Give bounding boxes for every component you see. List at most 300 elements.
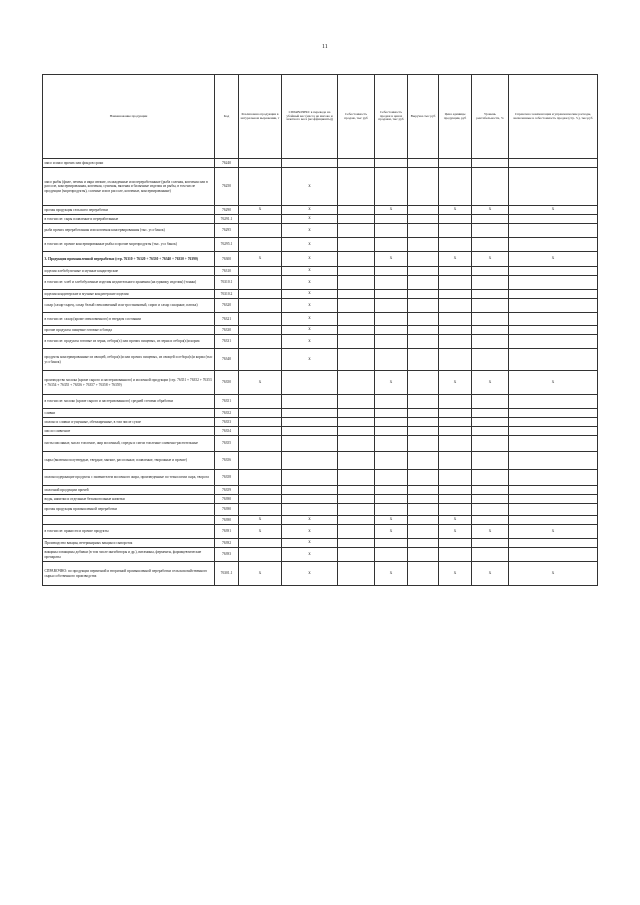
row-cell: x (239, 516, 282, 525)
row-cell: x (375, 252, 408, 267)
row-cell (375, 267, 408, 276)
row-cell (408, 299, 439, 313)
row-cell (472, 224, 509, 238)
row-cell (375, 299, 408, 313)
row-cell (472, 267, 509, 276)
row-cell (509, 418, 598, 427)
row-cell: x (439, 525, 472, 539)
row-cell (439, 495, 472, 504)
row-cell (239, 159, 282, 168)
form-table (42, 74, 598, 586)
row-name: в том числе: продукты готовые из зерна, отбора(х) или прочих пищевых, из зерна и отбора(х)и корма (43, 335, 215, 349)
row-cell (408, 470, 439, 486)
row-cell (239, 335, 282, 349)
row-cell (375, 495, 408, 504)
row-code: 76354 (215, 427, 239, 436)
row-cell: x (282, 335, 338, 349)
row-cell (472, 326, 509, 335)
row-cell (375, 427, 408, 436)
row-cell (239, 276, 282, 290)
row-cell: x (282, 326, 338, 335)
row-cell (239, 395, 282, 409)
row-cell (338, 427, 375, 436)
row-cell (439, 335, 472, 349)
row-cell (408, 495, 439, 504)
row-cell (439, 418, 472, 427)
page-number: 11 (322, 44, 328, 50)
row-cell (408, 335, 439, 349)
row-cell (375, 409, 408, 418)
table-row (43, 525, 598, 539)
row-cell (439, 215, 472, 224)
row-name: воды, напитки и отдельные безалкогольные напитки (43, 495, 215, 504)
row-cell (472, 238, 509, 252)
row-code: 76356 (215, 452, 239, 470)
row-cell (239, 504, 282, 516)
row-cell (472, 436, 509, 452)
row-code: 76393 (215, 548, 239, 562)
row-code: 76355 (215, 436, 239, 452)
row-cell: x (282, 276, 338, 290)
row-cell (439, 159, 472, 168)
row-cell (408, 215, 439, 224)
row-cell: x (509, 562, 598, 586)
table-row (43, 495, 598, 504)
row-code: 76391 (215, 525, 239, 539)
row-code: 76300 (215, 252, 239, 267)
row-cell (472, 349, 509, 371)
table-row (43, 371, 598, 395)
table-row (43, 562, 598, 586)
row-cell (375, 215, 408, 224)
row-cell: x (282, 290, 338, 299)
row-code: 76295 (215, 224, 239, 238)
row-cell (282, 486, 338, 495)
row-code: 76358 (215, 470, 239, 486)
row-cell (338, 516, 375, 525)
row-cell (472, 335, 509, 349)
row-cell (509, 539, 598, 548)
row-cell (509, 395, 598, 409)
row-code: 76331 (215, 335, 239, 349)
row-cell: x (282, 238, 338, 252)
table-row (43, 206, 598, 215)
row-cell: x (509, 525, 598, 539)
table-row (43, 436, 598, 452)
row-cell (282, 395, 338, 409)
row-cell (408, 418, 439, 427)
row-cell (509, 452, 598, 470)
row-cell: x (439, 252, 472, 267)
row-cell (439, 452, 472, 470)
header-revenue: Выручка тыс руб (408, 75, 439, 159)
row-cell (239, 495, 282, 504)
row-cell (509, 313, 598, 326)
table-body (43, 159, 598, 586)
row-cell (408, 238, 439, 252)
row-cell (239, 290, 282, 299)
row-name: сыры (включая полутвердые, твердые, мягкие, рассольные, плавленые, творожные и прочие) (43, 452, 215, 470)
row-cell (338, 224, 375, 238)
row-cell (472, 504, 509, 516)
row-cell (408, 313, 439, 326)
row-cell: x (472, 371, 509, 395)
row-cell (338, 313, 375, 326)
table-row (43, 267, 598, 276)
row-code: 76320 (215, 299, 239, 313)
row-cell: x (439, 206, 472, 215)
table-row (43, 335, 598, 349)
row-cell (408, 562, 439, 586)
table-row (43, 299, 598, 313)
row-cell (239, 349, 282, 371)
row-cell (375, 504, 408, 516)
header-row (43, 75, 598, 159)
table-row (43, 252, 598, 267)
row-code: 76392 (215, 539, 239, 548)
row-cell (509, 409, 598, 418)
row-cell: x (375, 562, 408, 586)
row-name: сливки (43, 409, 215, 418)
row-cell (408, 252, 439, 267)
row-cell (338, 495, 375, 504)
row-cell: x (472, 525, 509, 539)
row-cell (509, 436, 598, 452)
row-cell (408, 452, 439, 470)
row-code: 76290 (215, 206, 239, 215)
row-cell (338, 252, 375, 267)
table-row (43, 238, 598, 252)
row-cell (439, 313, 472, 326)
row-cell (338, 349, 375, 371)
row-cell (408, 168, 439, 206)
row-cell (472, 427, 509, 436)
row-cell (439, 326, 472, 335)
row-cell (439, 504, 472, 516)
row-name (43, 516, 215, 525)
row-cell (509, 215, 598, 224)
row-cell (439, 349, 472, 371)
row-cell: x (439, 371, 472, 395)
table-row (43, 418, 598, 427)
row-cell (375, 313, 408, 326)
row-cell: x (282, 349, 338, 371)
row-cell (338, 206, 375, 215)
row-cell (408, 224, 439, 238)
header-profitability: Уровень рентабельности, % (472, 75, 509, 159)
row-cell (472, 516, 509, 525)
row-code: 76301.1 (215, 562, 239, 586)
row-cell (509, 168, 598, 206)
row-name: изделия кондитерские и мучные кондитерские изделия (43, 290, 215, 299)
row-cell (408, 371, 439, 395)
row-cell (375, 418, 408, 427)
row-cell (408, 267, 439, 276)
row-cell (338, 290, 375, 299)
row-cell (282, 470, 338, 486)
row-cell (472, 168, 509, 206)
row-cell (338, 215, 375, 224)
row-cell (439, 486, 472, 495)
row-cell (239, 436, 282, 452)
row-cell (509, 238, 598, 252)
row-cell: x (439, 516, 472, 525)
row-cell (439, 539, 472, 548)
row-code: 76350 (215, 371, 239, 395)
row-cell (282, 427, 338, 436)
row-cell (408, 486, 439, 495)
row-cell: x (282, 224, 338, 238)
row-name: прочая продукция промышленной переработки (43, 504, 215, 516)
row-code: 76330 (215, 326, 239, 335)
row-name: сахар (сахар-сырец, сахар белый свекловичный или тростниковый, сироп и сахар сахарные, патока) (43, 299, 215, 313)
row-cell (338, 395, 375, 409)
row-cell (375, 395, 408, 409)
row-cell (375, 452, 408, 470)
row-cell: x (509, 252, 598, 267)
row-name: продукты консервированные из овощей, отбора(х)и или прочих пищевых, из овощей и отбора(х)и корма (тыс усл банок) (43, 349, 215, 371)
row-cell (375, 470, 408, 486)
row-cell (338, 371, 375, 395)
row-cell (439, 238, 472, 252)
row-cell (408, 504, 439, 516)
row-code: 76340 (215, 349, 239, 371)
row-code: 76351 (215, 395, 239, 409)
row-name: мясо рыбы (филе, печень и икра свежие, охлажденные или переработанные (рыба соленая, копченая или в рассоле, консервированная, копченая, сушеная, вяленая и балычные изделия из рыбы, в том числе продукции (морепродукты), соленые или в рассоле, копченые, консервированные) (43, 168, 215, 206)
row-cell (472, 395, 509, 409)
row-code: 76352 (215, 409, 239, 418)
row-cell (239, 539, 282, 548)
row-name: в том числе: сахар (кроме свекловичного) в твердом состоянии (43, 313, 215, 326)
row-name: молочной продукции прочей (43, 486, 215, 495)
row-cell (408, 206, 439, 215)
row-cell (472, 548, 509, 562)
row-cell (509, 290, 598, 299)
row-cell (239, 326, 282, 335)
row-cell (439, 395, 472, 409)
row-cell (338, 436, 375, 452)
row-code: 76310 (215, 267, 239, 276)
row-cell (439, 548, 472, 562)
row-cell (375, 238, 408, 252)
row-cell (375, 486, 408, 495)
row-cell (338, 504, 375, 516)
row-cell: x (282, 252, 338, 267)
row-cell (408, 436, 439, 452)
row-cell (338, 267, 375, 276)
row-cell (439, 290, 472, 299)
row-cell (338, 168, 375, 206)
row-cell (408, 525, 439, 539)
row-cell (239, 238, 282, 252)
row-cell (439, 299, 472, 313)
table-row (43, 427, 598, 436)
row-cell (439, 436, 472, 452)
row-code: 76321 (215, 313, 239, 326)
row-cell (509, 548, 598, 562)
row-code: 76295.1 (215, 238, 239, 252)
row-cell (239, 215, 282, 224)
row-name: в том числе: хлеб и хлебобулочные изделия недлительного хранения (на единицу изделия) (тонны) (43, 276, 215, 290)
row-cell (509, 486, 598, 495)
row-code: 76240 (215, 159, 239, 168)
row-cell (472, 452, 509, 470)
row-code: 76310.1 (215, 276, 239, 290)
row-code: 76353 (215, 418, 239, 427)
row-cell (375, 349, 408, 371)
row-cell (509, 470, 598, 486)
row-cell (509, 224, 598, 238)
row-cell (282, 452, 338, 470)
row-cell: x (375, 371, 408, 395)
row-cell (408, 516, 439, 525)
row-name: в том числе: пряности и прочие продукты (43, 525, 215, 539)
row-name: рыба прочих переработанная или копченая консервированная (тыс. усл банок) (43, 224, 215, 238)
row-cell (375, 548, 408, 562)
row-cell (509, 267, 598, 276)
header-unit-price: Цена единицы продукции, руб (439, 75, 472, 159)
row-name: молокосодержащие продукты с заменителем молочного жира, произведенные по технологии сыра, творога (43, 470, 215, 486)
row-cell (509, 516, 598, 525)
row-cell: x (282, 267, 338, 276)
row-cell (375, 168, 408, 206)
row-cell (472, 299, 509, 313)
row-cell (509, 326, 598, 335)
row-cell (472, 418, 509, 427)
row-cell (282, 495, 338, 504)
row-cell (282, 504, 338, 516)
row-cell (375, 276, 408, 290)
table-row (43, 215, 598, 224)
row-cell: x (282, 313, 338, 326)
row-name: в том числе: прочие консервированные рыбы и прочие морепродукты (тыс. усл банок) (43, 238, 215, 252)
row-cell: x (509, 371, 598, 395)
row-cell (239, 418, 282, 427)
table-row (43, 548, 598, 562)
row-cell: x (239, 206, 282, 215)
row-code: 76310.2 (215, 290, 239, 299)
row-cell (439, 427, 472, 436)
row-cell: x (472, 252, 509, 267)
row-cell (472, 215, 509, 224)
row-cell (338, 335, 375, 349)
row-cell (472, 290, 509, 299)
row-cell (439, 168, 472, 206)
row-cell: x (375, 516, 408, 525)
row-cell (509, 504, 598, 516)
row-cell: x (239, 371, 282, 395)
row-cell: x (375, 206, 408, 215)
row-cell (472, 159, 509, 168)
row-cell (472, 495, 509, 504)
row-cell (408, 409, 439, 418)
row-name: прочая продукция сельского переработки (43, 206, 215, 215)
row-cell: x (282, 525, 338, 539)
row-cell: x (282, 516, 338, 525)
row-code: 76291.1 (215, 215, 239, 224)
row-code: 76390 (215, 516, 239, 525)
row-cell (375, 539, 408, 548)
table-row (43, 504, 598, 516)
row-cell (239, 409, 282, 418)
row-name: Производство вакцин, ветеринарных вакцин и сывороток (43, 539, 215, 548)
row-cell (375, 326, 408, 335)
row-cell (338, 548, 375, 562)
row-cell (408, 290, 439, 299)
row-cell (338, 299, 375, 313)
row-cell: x (282, 215, 338, 224)
row-cell (375, 290, 408, 299)
row-name: 3. Продукция промышленной переработки (стр. 76310 + 76320 + 76330 + 76340 + 76350 + 76390) (43, 252, 215, 267)
row-cell (338, 452, 375, 470)
row-cell (239, 267, 282, 276)
row-cell: x (282, 548, 338, 562)
row-cell (439, 409, 472, 418)
row-cell (408, 326, 439, 335)
header-slaughter-weight: СПРАВОЧНО: в переводе на убойный вес (масса на мясоко и зачетного веса (коэффициенты)) (282, 75, 338, 159)
row-name: производство молока (кроме сырого и пастеризованного) и молочной продукции (стр. 76351 + 76352 + 76353 + 76354 + 76355 + 76356 + 76357 + 76358 + 76359) (43, 371, 215, 395)
row-cell: x (282, 168, 338, 206)
row-code: 76359 (215, 486, 239, 495)
row-name: масло сливочное (43, 427, 215, 436)
row-cell (239, 299, 282, 313)
row-cell (338, 525, 375, 539)
row-cell: x (282, 539, 338, 548)
table-row (43, 326, 598, 335)
row-cell (375, 335, 408, 349)
row-cell (439, 224, 472, 238)
row-cell (239, 313, 282, 326)
row-cell (509, 495, 598, 504)
row-name: СПРАВОЧНО: по продукции первичной и вторичной промышленной переработки сельскохозяйственного сырья собственного производства (43, 562, 215, 586)
row-cell (408, 276, 439, 290)
row-cell (338, 470, 375, 486)
row-cell (282, 409, 338, 418)
row-cell: x (472, 562, 509, 586)
row-cell (239, 427, 282, 436)
row-cell (239, 168, 282, 206)
row-cell (472, 409, 509, 418)
table-row (43, 409, 598, 418)
row-cell (472, 486, 509, 495)
row-cell (338, 418, 375, 427)
row-cell: x (509, 206, 598, 215)
row-code: 76250 (215, 168, 239, 206)
row-cell (509, 427, 598, 436)
row-cell (439, 276, 472, 290)
row-cell: x (472, 206, 509, 215)
table-row (43, 452, 598, 470)
table-row (43, 349, 598, 371)
row-cell (338, 238, 375, 252)
row-cell (472, 313, 509, 326)
row-cell (472, 470, 509, 486)
row-cell (338, 486, 375, 495)
table-row (43, 168, 598, 206)
row-cell (408, 159, 439, 168)
row-cell (338, 539, 375, 548)
table-row (43, 539, 598, 548)
row-cell (239, 486, 282, 495)
row-cell (408, 427, 439, 436)
row-cell (338, 326, 375, 335)
row-cell (509, 276, 598, 290)
row-cell (239, 452, 282, 470)
row-cell (239, 470, 282, 486)
row-cell (472, 276, 509, 290)
row-name: в том числе: сыры плавленые и переработанные (43, 215, 215, 224)
header-cost-at-sale-prices: Себестоимость продаж в ценах продажи, тыс руб (375, 75, 408, 159)
